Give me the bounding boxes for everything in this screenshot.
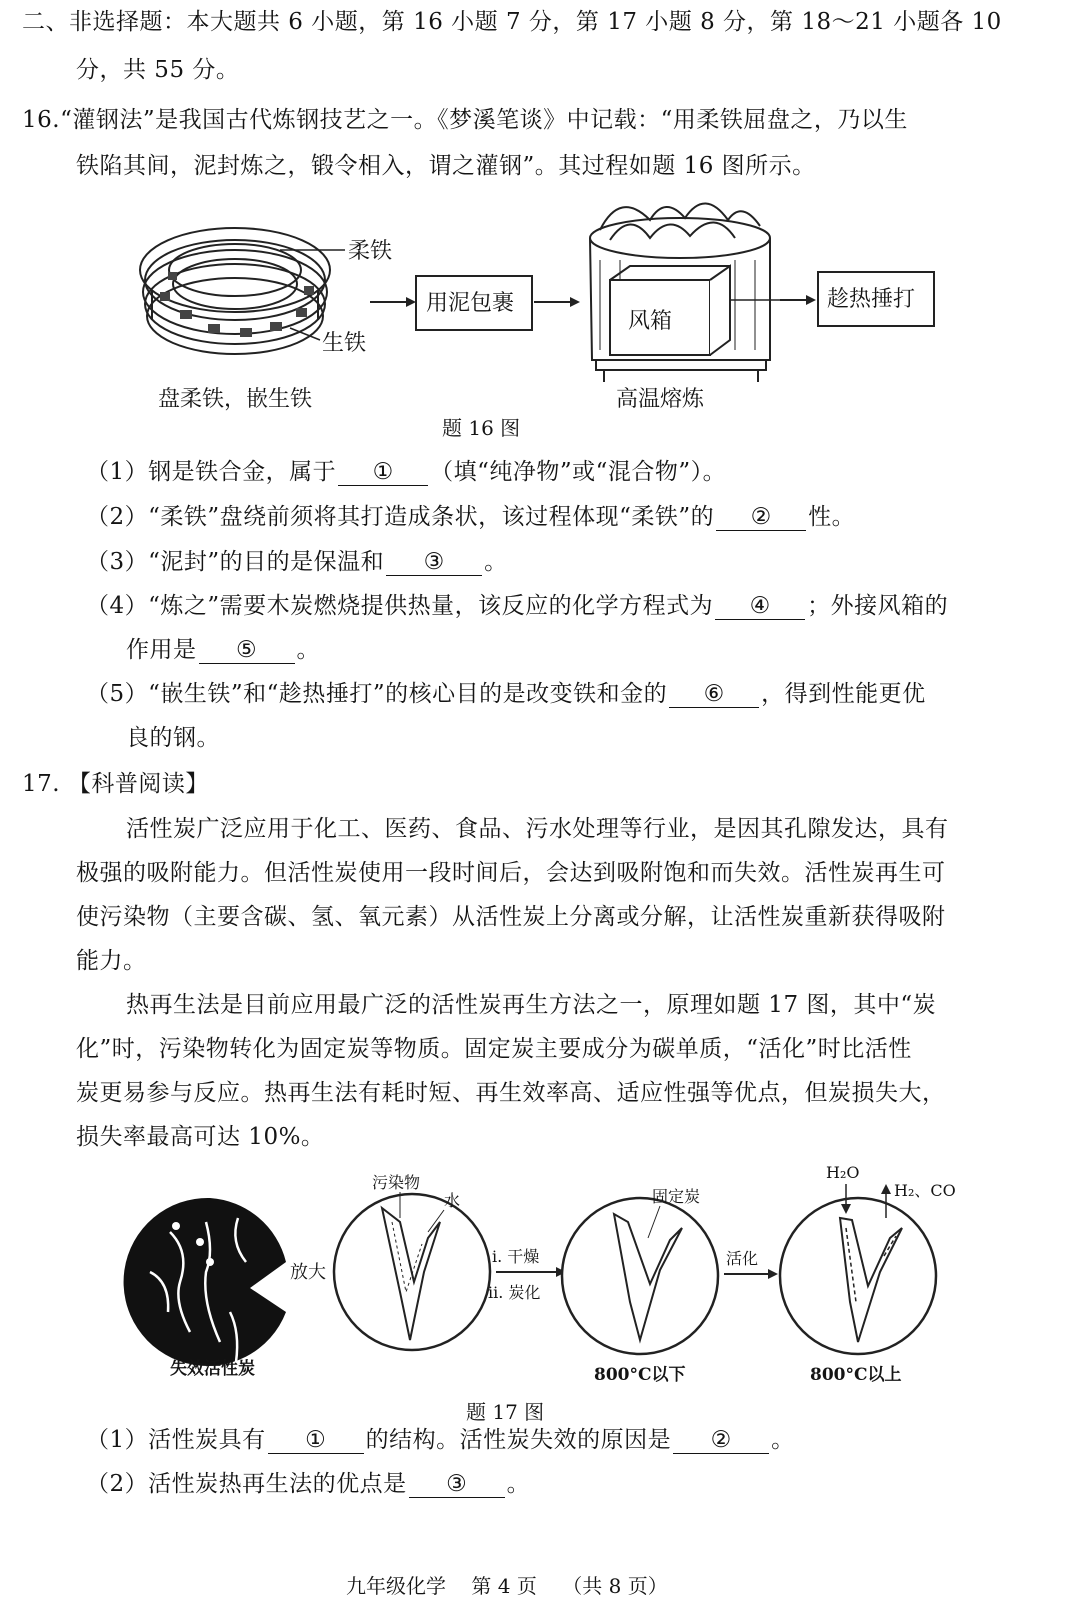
q17-sub1-end: 。 bbox=[771, 1427, 795, 1453]
box-hammer-label: 趁热捶打 bbox=[827, 287, 916, 312]
answer-blank-5[interactable]: ⑤ bbox=[199, 637, 295, 664]
q16-sub1-text: （1）钢是铁合金，属于 bbox=[86, 459, 337, 485]
q17-p1-line2: 极强的吸附能力。但活性炭使用一段时间后，会达到吸附饱和而失效。活性炭再生可 bbox=[76, 860, 946, 886]
q17-answer-blank-3[interactable]: ③ bbox=[409, 1471, 505, 1498]
box-wrap-label: 用泥包裹 bbox=[426, 291, 515, 316]
q16-intro: 16.“灌钢法”是我国古代炼钢技艺之一。《梦溪笔谈》中记载：“用柔铁屈盘之，乃以生 bbox=[22, 107, 908, 133]
q16-sub1 bbox=[86, 456, 726, 488]
q16-sub2-text: （2）“柔铁”盘绕前须将其打造成条状，该过程体现“柔铁”的 bbox=[86, 504, 715, 530]
q17-sub1-mid: 的结构。活性炭失效的原因是 bbox=[365, 1427, 672, 1453]
label-pig-iron: 生铁 bbox=[322, 331, 367, 356]
section-heading-cont: 分，共 55 分。 bbox=[76, 57, 240, 83]
label-soft-iron: 柔铁 bbox=[348, 239, 393, 264]
q17-p2-line1: 热再生法是目前应用最广泛的活性炭再生方法之一，原理如题 17 图，其中“炭 bbox=[126, 992, 937, 1018]
q17-sub1 bbox=[86, 1424, 795, 1456]
answer-blank-4[interactable]: ④ bbox=[715, 593, 805, 620]
q16-sub2-end: 性。 bbox=[808, 504, 856, 530]
q17-sub2-end: 。 bbox=[506, 1471, 531, 1497]
q16-sub2 bbox=[86, 501, 855, 533]
caption-coil: 盘柔铁，嵌生铁 bbox=[158, 387, 313, 412]
section-heading: 二、非选择题：本大题共 6 小题，第 16 小题 7 分，第 17 小题 8 分，第 18～21 小题各 10 bbox=[22, 9, 1002, 35]
answer-blank-6[interactable]: ⑥ bbox=[669, 681, 759, 708]
q16-sub1-hint: （填“纯净物”或“混合物”）。 bbox=[430, 459, 727, 485]
q16-sub5b: 良的钢。 bbox=[126, 725, 220, 751]
q17-sub2 bbox=[86, 1468, 530, 1500]
label-products: H₂、CO bbox=[894, 1181, 956, 1200]
iron-coil-illustration bbox=[140, 228, 330, 354]
label-activate: 活化 bbox=[726, 1249, 759, 1268]
figure-17-caption: 题 17 图 bbox=[466, 1400, 545, 1424]
q17-p2-line2: 化”时，污染物转化为固定炭等物质。固定炭主要成分为碳单质，“活化”时比活性 bbox=[76, 1036, 912, 1062]
q17-p2-line4: 损失率最高可达 10%。 bbox=[76, 1124, 325, 1150]
page-footer: 九年级化学 第 4 页 （共 8 页） bbox=[346, 1574, 668, 1598]
q16-sub3 bbox=[86, 546, 508, 578]
label-fixed-carbon: 固定炭 bbox=[652, 1187, 701, 1206]
label-h2o: H₂O bbox=[826, 1163, 860, 1182]
box-bellows-label: 风箱 bbox=[628, 309, 673, 334]
answer-blank-1[interactable]: ① bbox=[338, 459, 428, 486]
q16-sub5-end: ，得到性能更优 bbox=[761, 681, 926, 707]
arrow-3 bbox=[780, 295, 816, 305]
q16-sub4-text: （4）“炼之”需要木炭燃烧提供热量，该反应的化学方程式为 bbox=[86, 593, 714, 619]
q17-title: 17. 【科普阅读】 bbox=[22, 771, 209, 797]
q16-sub3-end: 。 bbox=[484, 549, 508, 575]
q17-sub2-text: （2）活性炭热再生法的优点是 bbox=[86, 1471, 407, 1497]
q17-p1-line4: 能力。 bbox=[76, 948, 147, 974]
label-step-carbonize: ii. 炭化 bbox=[488, 1283, 541, 1302]
figure-16 bbox=[130, 200, 970, 440]
caption-below-800: 800°C以下 bbox=[594, 1365, 686, 1385]
label-step-dry: i. 干燥 bbox=[492, 1247, 540, 1266]
arrow-2 bbox=[534, 297, 580, 307]
q16-sub4b-text: 作用是 bbox=[126, 637, 197, 663]
figure-17 bbox=[110, 1162, 990, 1394]
spent-carbon-illustration bbox=[124, 1198, 286, 1366]
q16-intro-cont: 铁陷其间，泥封炼之，锻令相入，谓之灌钢”。其过程如题 16 图所示。 bbox=[76, 153, 816, 179]
q16-sub4b-end: 。 bbox=[296, 637, 320, 663]
q17-answer-blank-2[interactable]: ② bbox=[673, 1427, 769, 1454]
arrow-activate bbox=[724, 1269, 778, 1279]
answer-blank-2[interactable]: ② bbox=[716, 504, 806, 531]
q16-sub3-text: （3）“泥封”的目的是保温和 bbox=[86, 549, 385, 575]
q16-sub4 bbox=[86, 590, 948, 622]
q16-sub4b bbox=[126, 634, 320, 666]
arrow-1 bbox=[370, 297, 416, 307]
label-magnify: 放大 bbox=[290, 1262, 326, 1283]
figure-16-caption: 题 16 图 bbox=[442, 416, 521, 440]
answer-blank-3[interactable]: ③ bbox=[386, 549, 482, 576]
q17-answer-blank-1[interactable]: ① bbox=[268, 1427, 364, 1454]
label-water: 水 bbox=[444, 1191, 461, 1210]
arrow-dry-carbonize bbox=[496, 1267, 566, 1277]
q16-sub5 bbox=[86, 678, 926, 710]
q17-p1-line3: 使污染物（主要含碳、氢、氧元素）从活性炭上分离或分解，让活性炭重新获得吸附 bbox=[76, 904, 946, 930]
q16-sub4-end: ；外接风箱的 bbox=[807, 593, 949, 619]
q17-sub1-text: （1）活性炭具有 bbox=[86, 1427, 266, 1453]
q17-p2-line3: 炭更易参与反应。热再生法有耗时短、再生效率高、适应性强等优点，但炭损失大， bbox=[76, 1080, 946, 1106]
label-pollutant: 污染物 bbox=[372, 1173, 421, 1192]
q17-p1-line1: 活性炭广泛应用于化工、医药、食品、污水处理等行业，是因其孔隙发达，具有 bbox=[126, 816, 949, 842]
q16-sub5-text: （5）“嵌生铁”和“趁热捶打”的核心目的是改变铁和金的 bbox=[86, 681, 668, 707]
furnace-illustration bbox=[590, 203, 780, 382]
caption-above-800: 800°C以上 bbox=[810, 1365, 902, 1385]
caption-smelt: 高温熔炼 bbox=[616, 387, 705, 412]
caption-spent-carbon: 失效活性炭 bbox=[170, 1359, 255, 1379]
